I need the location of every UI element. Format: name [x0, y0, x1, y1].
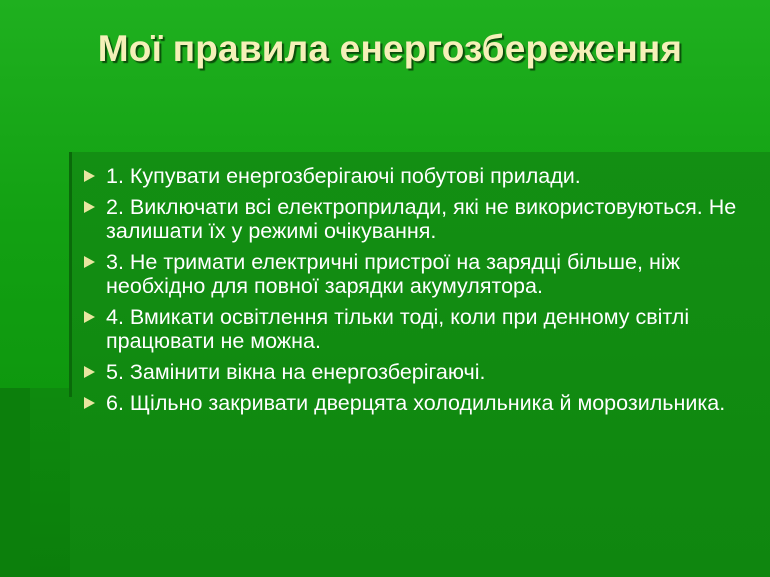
list-item [82, 305, 752, 353]
list-item [82, 391, 752, 415]
decorative-band-left [0, 388, 30, 577]
list-item-text: 4. Вмикати освітлення тільки тоді, коли при денному світлі працювати не можна. [106, 305, 690, 353]
list-item [82, 195, 752, 243]
list-item-text: 6. Щільно закривати дверцята холодильника й морозильника. [106, 391, 726, 415]
list-item-text: 3. Не тримати електричні пристрої на зарядці більше, ніж необхідно для повної зарядки акумулятора. [106, 250, 680, 298]
list-item-text: 1. Купувати енергозберігаючі побутові прилади. [106, 164, 581, 188]
bullet-icon [84, 256, 95, 268]
bullet-icon [84, 311, 95, 323]
list-item-text: 2. Виключати всі електроприлади, які не використовуються. Не залишати їх у режимі очікування. [106, 195, 737, 243]
list-item [82, 360, 752, 384]
list-item [82, 250, 752, 298]
slide-title: Мої правила енергозбереження [97, 28, 683, 69]
bullet-icon [84, 397, 95, 409]
bullet-icon [84, 170, 95, 182]
decorative-vertical-line [69, 152, 72, 397]
rules-list [82, 164, 752, 422]
list-item [82, 164, 752, 188]
list-item-text: 5. Замінити вікна на енергозберігаючі. [106, 360, 486, 384]
bullet-icon [84, 366, 95, 378]
bullet-icon [84, 201, 95, 213]
